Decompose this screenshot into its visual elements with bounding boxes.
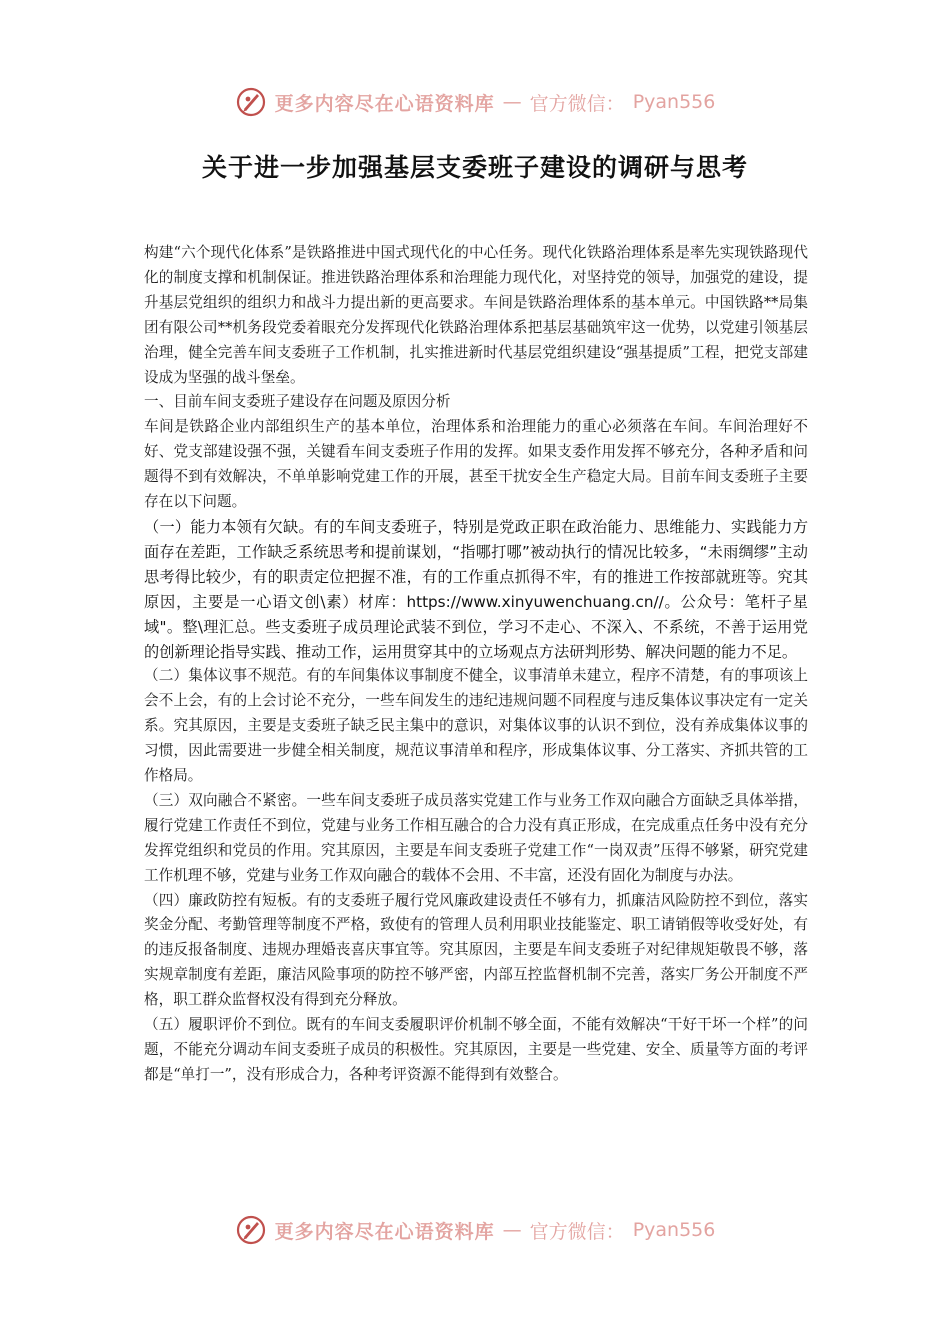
issue-paragraph-3: （三）双向融合不紧密。一些车间支委班子成员落实党建工作与业务工作双向融合方面缺乏具体举措，履行党建工作责任不到位，党建与业务工作相互融合的合力没有真正形成，在完成重点任务中没有充分发挥党组织和党员的作用。究其原因，主要是车间支委班子党建工作“一岗双责”压得不够紧，研究党建工作机理不够，党建与业务工作双向融合的载体不会用、不丰富，还没有固化为制度与办法。 (144, 791, 808, 884)
document-body (144, 241, 808, 1088)
quill-logo-icon (235, 1214, 267, 1246)
watermark-dash: — (502, 1219, 522, 1241)
watermark-wechat-label: 官方微信： (529, 1220, 625, 1243)
watermark-dash: — (502, 91, 522, 113)
quill-logo-icon (235, 86, 267, 118)
intro-paragraph: 构建“六个现代化体系”是铁路推进中国式现代化的中心任务。现代化铁路治理体系是率先实现铁路现代化的制度支撑和机制保证。推进铁路治理体系和治理能力现代化，对坚持党的领导，加强党的建设，提升基层党组织的组织力和战斗力提出新的更高要求。车间是铁路治理体系的基本单元。中国铁路**局集团有限公司**机务段党委着眼充分发挥现代化铁路治理体系把基层基础筑牢这一优势，以党建引领基层治理，健全完善车间支委班子工作机制，扎实推进新时代基层党组织建设“强基提质”工程，把党支部建设成为坚强的战斗堡垒。 (144, 244, 808, 386)
watermark-footer (0, 1208, 950, 1252)
watermark-header (0, 80, 950, 124)
watermark-wechat-label: 官方微信： (529, 92, 625, 115)
watermark-wechat-id: Pyan556 (632, 1219, 716, 1241)
document-title: 关于进一步加强基层支委班子建设的调研与思考 (201, 153, 748, 182)
watermark-text: 更多内容尽在心语资料库 (274, 92, 495, 115)
watermark-wechat-id: Pyan556 (632, 91, 716, 113)
issue-paragraph-1: （一）能力本领有欠缺。有的车间支委班子，特别是党政正职在政治能力、思维能力、实践能力方面存在差距，工作缺乏系统思考和提前谋划，“指哪打哪”被动执行的情况比较多，“未雨绸缪”主动思考得比较少，有的职责定位把握不准，有的工作重点抓得不牢，有的推进工作按部就班等。究其原因，主要是一心语文创\素）材库：https://www.xinyuwenchuang.cn//。公众号：笔杆子星域"。整\理汇总。些支委班子成员理论武装不到位，学习不走心、不深入、不系统，不善于运用党的创新理论指导实践、推动工作，运用贯穿其中的立场观点方法研判形势、解决问题的能力不足。 (144, 517, 808, 661)
section-paragraph: 车间是铁路企业内部组织生产的基本单位，治理体系和治理能力的重心必须落在车间。车间治理好不好、党支部建设强不强，关键看车间支委班子作用的发挥。如果支委作用发挥不够充分，各种矛盾和问题得不到有效解决，不单单影响党建工作的开展，甚至干扰安全生产稳定大局。目前车间支委班子主要存在以下问题。 (144, 418, 808, 511)
section-heading: 一、目前车间支委班子建设存在问题及原因分析 (144, 393, 451, 411)
issue-paragraph-2: （二）集体议事不规范。有的车间集体议事制度不健全，议事清单未建立，程序不清楚，有的事项该上会不上会，有的上会讨论不充分，一些车间发生的违纪违规问题不同程度与违反集体议事决定有一定关系。究其原因，主要是支委班子缺乏民主集中的意识，对集体议事的认识不到位，没有养成集体议事的习惯，因此需要进一步健全相关制度，规范议事清单和程序，形成集体议事、分工落实、齐抓共管的工作格局。 (144, 667, 808, 785)
watermark-text: 更多内容尽在心语资料库 (274, 1220, 495, 1243)
issue-paragraph-5: （五）履职评价不到位。既有的车间支委履职评价机制不够全面，不能有效解决“干好干坏一个样”的问题，不能充分调动车间支委班子成员的积极性。究其原因，主要是一些党建、安全、质量等方面的考评都是“单打一”，没有形成合力，各种考评资源不能得到有效整合。 (144, 1016, 808, 1083)
issue-paragraph-4: （四）廉政防控有短板。有的支委班子履行党风廉政建设责任不够有力，抓廉洁风险防控不到位，落实奖金分配、考勤管理等制度不严格，致使有的管理人员利用职业技能鉴定、职工请销假等收受好处，有的违反报备制度、违规办理婚丧喜庆事宜等。究其原因，主要是车间支委班子对纪律规矩敬畏不够，落实规章制度有差距，廉洁风险事项的防控不够严密，内部互控监督机制不完善，落实厂务公开制度不严格，职工群众监督权没有得到充分释放。 (144, 891, 808, 1009)
